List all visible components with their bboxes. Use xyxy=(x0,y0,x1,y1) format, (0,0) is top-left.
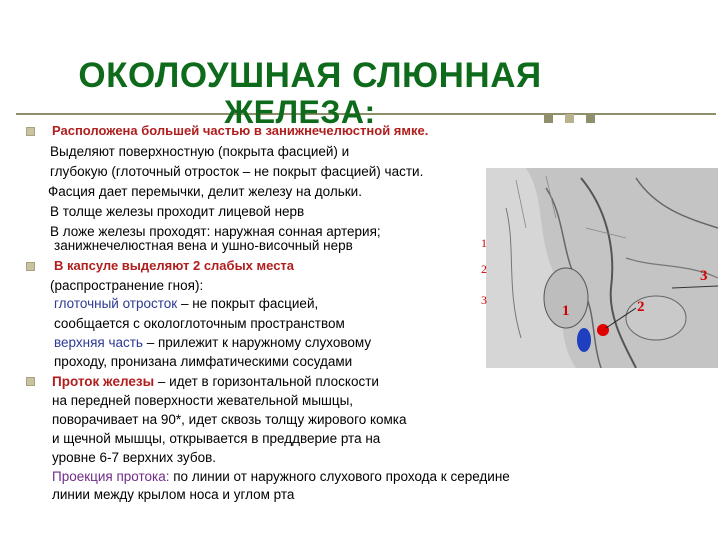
bullet-marker xyxy=(26,127,35,136)
decor-square xyxy=(565,114,574,123)
text-fragment: по линии от наружного слухового прохода к середине xyxy=(169,469,510,484)
figure-label-red-2: 2 xyxy=(637,299,645,315)
term-gland-duct: Проток железы xyxy=(52,374,155,389)
text-line: на передней поверхности жевательной мышцы, xyxy=(52,393,354,408)
figure-label-3: 3 xyxy=(481,293,487,307)
text-line-projection xyxy=(52,468,510,485)
figure-label-2: 2 xyxy=(481,262,487,276)
text-line: Фасция дает перемычки, делит железу на дольки. xyxy=(48,184,362,199)
text-line: поворачивает на 90*, идет сквозь толщу жирового комка xyxy=(52,412,407,427)
text-line: (распространение гноя): xyxy=(50,278,204,293)
text-line: В ложе железы проходят: наружная сонная артерия; xyxy=(50,224,381,239)
bullet-marker xyxy=(26,262,35,271)
text-line-duct xyxy=(52,373,379,390)
text-line-pharyngeal xyxy=(54,295,318,312)
bullet-marker xyxy=(26,377,35,386)
text-line: и щечной мышцы, открывается в преддверие рта на xyxy=(52,431,381,446)
text-fragment: – идет в горизонтальной плоскости xyxy=(154,374,379,389)
text-line: глубокую (глоточный отросток – не покрыт фасцией) части. xyxy=(50,164,424,179)
text-location: Расположена большей частью в занижнечелюстной ямке. xyxy=(52,123,429,138)
text-line: уровне 6-7 верхних зубов. xyxy=(52,450,216,465)
text-line: Выделяют поверхностную (покрыта фасцией) и xyxy=(50,144,350,159)
title-line-2: ЖЕЛЕЗА: xyxy=(224,94,376,130)
decor-square xyxy=(544,114,553,123)
text-weak-points: В капсуле выделяют 2 слабых места xyxy=(54,258,295,273)
decor-square xyxy=(586,114,595,123)
term-duct-projection: Проекция протока: xyxy=(52,469,170,484)
term-pharyngeal-process: глоточный отросток xyxy=(54,296,178,311)
term-upper-part: верхняя часть xyxy=(54,335,143,350)
text-line-upper-part xyxy=(54,334,371,351)
text-fragment: – прилежит к наружному слуховому xyxy=(142,335,372,350)
figure-label-red-3: 3 xyxy=(700,268,708,284)
text-line: занижнечелюстная вена и ушно-височный нерв xyxy=(54,238,353,253)
anatomy-drawing xyxy=(486,168,718,368)
text-line: линии между крылом носа и углом рта xyxy=(52,487,295,502)
figure-label-1: 1 xyxy=(481,236,487,250)
figure-label-red-1: 1 xyxy=(562,303,570,319)
text-line: В толще железы проходит лицевой нерв xyxy=(50,204,305,219)
anatomy-illustration xyxy=(486,168,718,368)
text-fragment: – не покрыт фасцией, xyxy=(177,296,319,311)
text-line: проходу, пронизана лимфатическими сосудами xyxy=(54,354,353,369)
text-line: сообщается с окологлоточным пространством xyxy=(54,316,345,331)
title-line-1: ОКОЛОУШНАЯ СЛЮННАЯ xyxy=(78,56,542,95)
